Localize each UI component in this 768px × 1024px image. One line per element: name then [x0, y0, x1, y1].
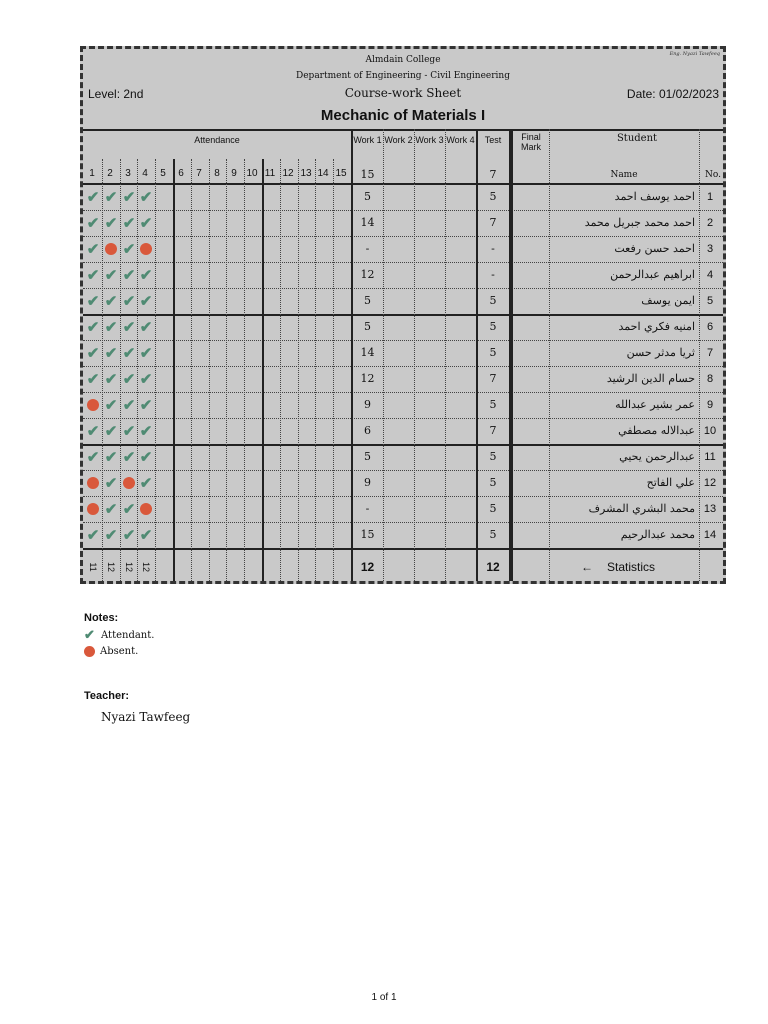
- student-name: حسام الدين الرشيد: [606, 372, 695, 385]
- test-value: 5: [489, 450, 497, 463]
- test-value: 5: [489, 346, 497, 359]
- student-name: محمد البشري المشرف: [588, 502, 695, 515]
- absent-dot-icon: [84, 646, 95, 657]
- test-value: -: [491, 242, 495, 255]
- student-number: 7: [706, 347, 714, 359]
- statistics-label: Statistics: [606, 560, 655, 574]
- column-divider: [445, 129, 446, 581]
- student-number: 10: [703, 425, 717, 437]
- present-check-icon: ✔: [139, 188, 153, 206]
- session-number: 6: [178, 168, 184, 179]
- student-number: 13: [703, 503, 717, 515]
- present-check-icon: ✔: [104, 500, 118, 518]
- work2-header: Work 2: [384, 135, 413, 145]
- student-name: محمد عبدالرحيم: [620, 528, 695, 541]
- session-number: 2: [107, 168, 113, 179]
- test-value: 5: [489, 502, 497, 515]
- student-number: 9: [706, 399, 714, 411]
- column-divider: [511, 129, 513, 581]
- session-number: 8: [214, 168, 220, 179]
- present-check-icon: ✔: [104, 292, 118, 310]
- test-value: 5: [489, 398, 497, 411]
- present-check-icon: ✔: [104, 370, 118, 388]
- college-name: Almdain College: [365, 55, 441, 65]
- check-icon: ✔: [84, 628, 95, 643]
- author-tag: Eng. Nyazi Tawfeeq: [669, 51, 720, 57]
- session-number: 5: [160, 168, 166, 179]
- note-absent: [84, 646, 154, 657]
- student-name: عبدالاله مصطفي: [618, 424, 695, 437]
- student-number: 12: [703, 477, 717, 489]
- present-check-icon: ✔: [86, 214, 100, 232]
- work1-value: 6: [364, 424, 371, 437]
- test-value: 7: [489, 216, 497, 229]
- student-number: 3: [706, 243, 714, 255]
- student-name: عمر بشير عبدالله: [615, 398, 695, 411]
- session-number: 12: [282, 168, 294, 179]
- absent-dot-icon: [87, 503, 99, 515]
- present-check-icon: ✔: [122, 318, 136, 336]
- test-value: 7: [489, 424, 497, 437]
- test-value: 5: [489, 476, 497, 489]
- attendance-count: 12: [106, 561, 116, 572]
- session-divider: [226, 159, 227, 581]
- present-check-icon: ✔: [122, 292, 136, 310]
- session-number: 7: [196, 168, 202, 179]
- absent-dot-icon: [140, 503, 152, 515]
- session-number: 14: [317, 168, 329, 179]
- test-header: Test: [484, 135, 502, 145]
- present-check-icon: ✔: [122, 214, 136, 232]
- present-check-icon: ✔: [86, 370, 100, 388]
- work4-header: Work 4: [446, 135, 475, 145]
- work3-header: Work 3: [415, 135, 444, 145]
- work1-value: 5: [364, 294, 371, 307]
- test-value: 5: [489, 190, 497, 203]
- present-check-icon: ✔: [122, 240, 136, 258]
- work1-value: 5: [364, 320, 371, 333]
- course-work-sheet: [80, 46, 726, 584]
- present-check-icon: ✔: [139, 214, 153, 232]
- present-check-icon: ✔: [86, 188, 100, 206]
- present-check-icon: ✔: [86, 292, 100, 310]
- no-header: No.: [705, 170, 721, 180]
- work1-header: Work 1: [353, 135, 382, 145]
- session-number: 10: [246, 168, 258, 179]
- present-check-icon: ✔: [139, 526, 153, 544]
- student-number: 5: [706, 295, 714, 307]
- present-check-icon: ✔: [122, 526, 136, 544]
- present-check-icon: ✔: [139, 318, 153, 336]
- student-name: احمد يوسف احمد: [614, 190, 695, 203]
- attendance-count: 12: [124, 561, 134, 572]
- absent-dot-icon: [123, 477, 135, 489]
- sheet-type: Course-work Sheet: [344, 86, 462, 100]
- student-number: 11: [704, 451, 716, 463]
- column-divider: [383, 129, 384, 581]
- session-divider: [155, 159, 156, 581]
- statistics-divider: [83, 548, 723, 550]
- present-check-icon: ✔: [104, 422, 118, 440]
- session-divider: [173, 159, 175, 581]
- student-number: 4: [706, 269, 714, 281]
- student-name: عبدالرحمن يحيي: [619, 450, 695, 463]
- present-check-icon: ✔: [122, 370, 136, 388]
- session-number: 11: [264, 168, 276, 179]
- test-statistic: 12: [486, 560, 500, 574]
- student-number: 2: [706, 217, 714, 229]
- session-number: 1: [89, 168, 95, 179]
- present-check-icon: ✔: [122, 188, 136, 206]
- session-divider: [209, 159, 210, 581]
- work1-value: 9: [364, 476, 371, 489]
- work1-value: -: [365, 502, 370, 515]
- session-divider: [191, 159, 192, 581]
- student-name: احمد حسن رفعت: [614, 242, 695, 255]
- session-number: 3: [125, 168, 131, 179]
- session-number: 15: [335, 168, 347, 179]
- present-check-icon: ✔: [122, 396, 136, 414]
- work1-value: 9: [364, 398, 371, 411]
- test-value: 5: [489, 528, 497, 541]
- session-number: 9: [231, 168, 237, 179]
- present-check-icon: ✔: [122, 266, 136, 284]
- student-number: 6: [706, 321, 714, 333]
- teacher-title: Teacher:: [84, 690, 130, 702]
- session-number: 4: [142, 168, 148, 179]
- present-check-icon: ✔: [139, 422, 153, 440]
- present-check-icon: ✔: [139, 266, 153, 284]
- statistics-label-cell: [563, 551, 673, 583]
- work1-value: 5: [364, 190, 371, 203]
- work1-value: 12: [360, 268, 375, 281]
- header-divider: [83, 129, 723, 131]
- test-max: 7: [489, 168, 497, 181]
- student-name: احمد محمد جبريل محمد: [584, 216, 695, 229]
- teacher-name: Nyazi Tawfeeg: [101, 710, 191, 724]
- present-check-icon: ✔: [86, 448, 100, 466]
- present-check-icon: ✔: [104, 344, 118, 362]
- present-check-icon: ✔: [139, 396, 153, 414]
- present-check-icon: ✔: [86, 526, 100, 544]
- date-label: Date: 01/02/2023: [626, 87, 719, 101]
- present-check-icon: ✔: [104, 526, 118, 544]
- session-divider: [280, 159, 281, 581]
- student-name: علي الفاتح: [646, 476, 695, 489]
- test-value: 5: [489, 294, 497, 307]
- department-name: Department of Engineering - Civil Engineering: [296, 71, 510, 81]
- student-name: ايمن يوسف: [641, 294, 695, 307]
- student-name: امنيه فكري احمد: [618, 320, 695, 333]
- session-divider: [333, 159, 334, 581]
- present-check-icon: ✔: [104, 188, 118, 206]
- present-check-icon: ✔: [86, 344, 100, 362]
- test-value: -: [491, 268, 495, 281]
- work1-value: 5: [364, 450, 371, 463]
- present-check-icon: ✔: [139, 292, 153, 310]
- present-check-icon: ✔: [86, 266, 100, 284]
- notes-section: [84, 612, 154, 660]
- work1-value: 14: [360, 216, 375, 229]
- present-check-icon: ✔: [139, 474, 153, 492]
- student-header: Student: [616, 133, 658, 144]
- test-value: 5: [489, 320, 497, 333]
- session-divider: [262, 159, 264, 581]
- student-number: 14: [703, 529, 717, 541]
- work1-value: -: [365, 242, 370, 255]
- student-number: 1: [706, 191, 714, 203]
- present-check-icon: ✔: [139, 370, 153, 388]
- notes-title: Notes:: [84, 612, 119, 624]
- attendance-count: 12: [141, 561, 151, 572]
- present-check-icon: ✔: [104, 214, 118, 232]
- attendant-label: Attendant.: [101, 630, 155, 641]
- left-arrow-icon: ←: [580, 560, 593, 574]
- present-check-icon: ✔: [139, 344, 153, 362]
- present-check-icon: ✔: [86, 318, 100, 336]
- session-divider: [298, 159, 299, 581]
- absent-dot-icon: [87, 399, 99, 411]
- absent-dot-icon: [140, 243, 152, 255]
- present-check-icon: ✔: [104, 396, 118, 414]
- student-name: ابراهيم عبدالرحمن: [610, 268, 695, 281]
- note-attendant: [84, 628, 154, 643]
- level-label: Level: 2nd: [88, 87, 144, 101]
- work1-max: 15: [360, 168, 375, 181]
- final-mark-header: Final Mark: [521, 132, 541, 152]
- present-check-icon: ✔: [122, 344, 136, 362]
- present-check-icon: ✔: [122, 500, 136, 518]
- absent-label: Absent.: [100, 646, 139, 657]
- column-divider: [414, 129, 415, 581]
- student-name: ثريا مدثر حسن: [626, 346, 695, 359]
- course-title: Mechanic of Materials I: [320, 107, 486, 124]
- present-check-icon: ✔: [86, 422, 100, 440]
- work1-value: 14: [360, 346, 375, 359]
- present-check-icon: ✔: [104, 318, 118, 336]
- present-check-icon: ✔: [139, 448, 153, 466]
- student-number: 8: [706, 373, 714, 385]
- page-number: 1 of 1: [371, 992, 397, 1003]
- work1-value: 12: [360, 372, 375, 385]
- present-check-icon: ✔: [104, 266, 118, 284]
- absent-dot-icon: [105, 243, 117, 255]
- work1-statistic: 12: [360, 560, 375, 574]
- session-divider: [244, 159, 245, 581]
- present-check-icon: ✔: [104, 474, 118, 492]
- teacher-section: [84, 690, 190, 724]
- present-check-icon: ✔: [122, 448, 136, 466]
- attendance-count: 11: [88, 562, 98, 572]
- present-check-icon: ✔: [122, 422, 136, 440]
- attendance-header: Attendance: [194, 135, 240, 145]
- session-divider: [315, 159, 316, 581]
- test-value: 7: [489, 372, 497, 385]
- present-check-icon: ✔: [86, 240, 100, 258]
- session-number: 13: [300, 168, 312, 179]
- present-check-icon: ✔: [104, 448, 118, 466]
- absent-dot-icon: [87, 477, 99, 489]
- name-header: Name: [610, 170, 638, 180]
- work1-value: 15: [360, 528, 375, 541]
